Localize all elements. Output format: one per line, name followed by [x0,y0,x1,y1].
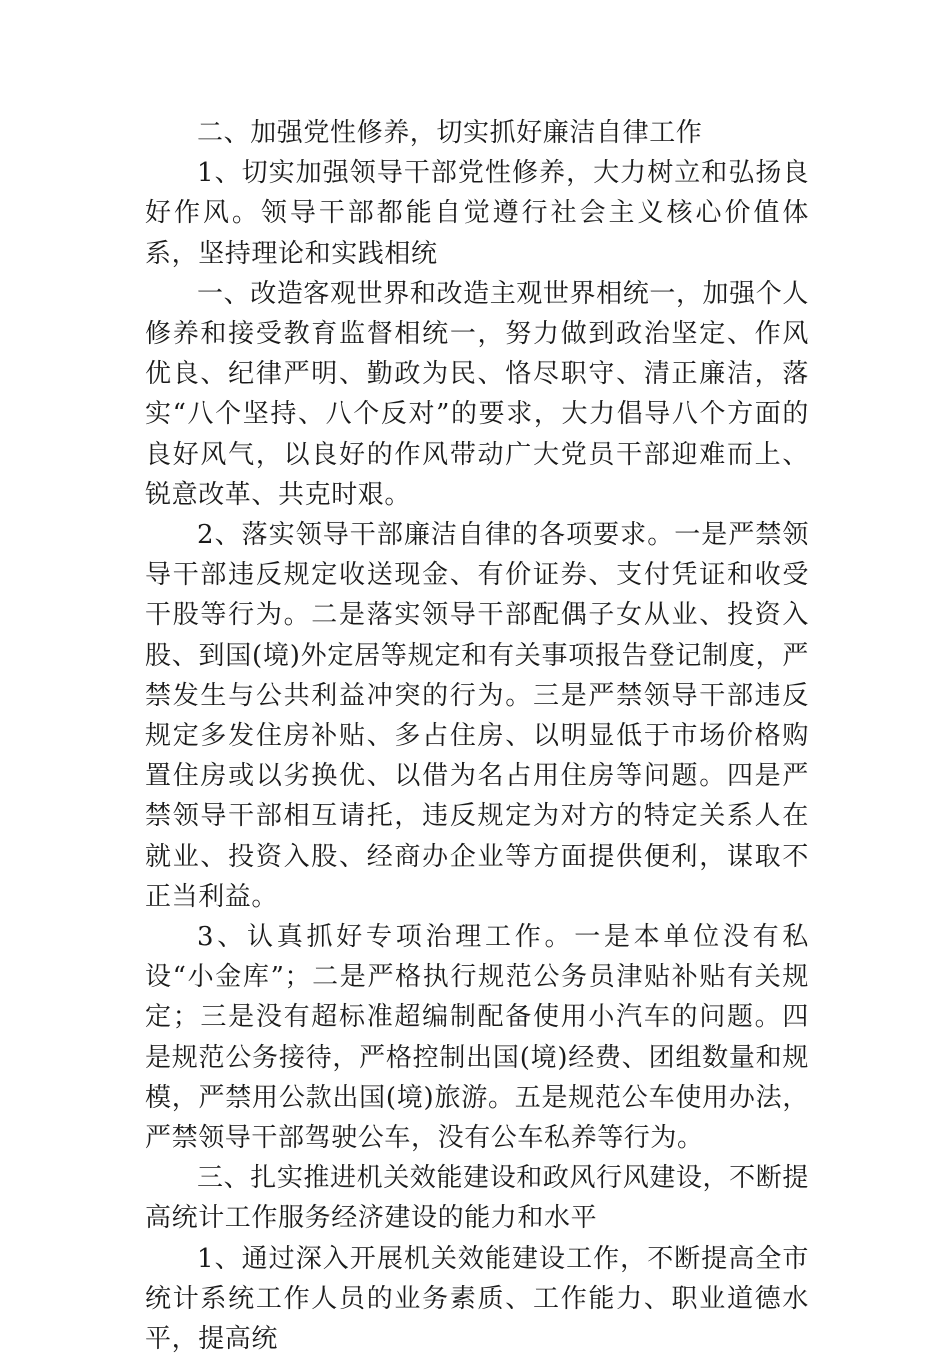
paragraph: 1、切实加强领导干部党性修养，大力树立和弘扬良好作风。领导干部都能自觉遵行社会主义核心价值体系，坚持理论和实践相统 [145,158,809,269]
section-heading-2: 二、加强党性修养，切实抓好廉洁自律工作 [197,118,703,148]
paragraph: 1、通过深入开展机关效能建设工作，不断提高全市统计系统工作人员的业务素质、工作能力、职业道德水平，提高统 [145,1243,809,1355]
document-body [145,113,809,1359]
paragraph: 2、落实领导干部廉洁自律的各项要求。一是严禁领导干部违反规定收送现金、有价证券、支付凭证和收受干股等行为。二是落实领导干部配偶子女从业、投资入股、到国(境)外定居等规定和有关事项报告登记制度，严禁发生与公共利益冲突的行为。三是严禁领导干部违反规定多发住房补贴、多占住房、以明显低于市场价格购置住房或以劣换优、以借为名占用住房等问题。四是严禁领导干部相互请托，违反规定为对方的特定关系人在就业、投资入股、经商办企业等方面提供便利，谋取不正当利益。 [145,520,809,912]
section-heading-3: 三、扎实推进机关效能建设和政风行风建设，不断提高统计工作服务经济建设的能力和水平 [145,1163,809,1234]
paragraph: 3、认真抓好专项治理工作。一是本单位没有私设“小金库”；二是严格执行规范公务员津贴补贴有关规定；三是没有超标准超编制配备使用小汽车的问题。四是规范公务接待，严格控制出国(境)经费、团组数量和规模，严禁用公款出国(境)旅游。五是规范公车使用办法，严禁领导干部驾驶公车，没有公车私养等行为。 [145,922,809,1154]
paragraph: 一、改造客观世界和改造主观世界相统一，加强个人修养和接受教育监督相统一，努力做到政治坚定、作风优良、纪律严明、勤政为民、恪尽职守、清正廉洁，落实“八个坚持、八个反对”的要求，大力倡导八个方面的良好风气，以良好的作风带动广大党员干部迎难而上、锐意改革、共克时艰。 [145,278,809,510]
